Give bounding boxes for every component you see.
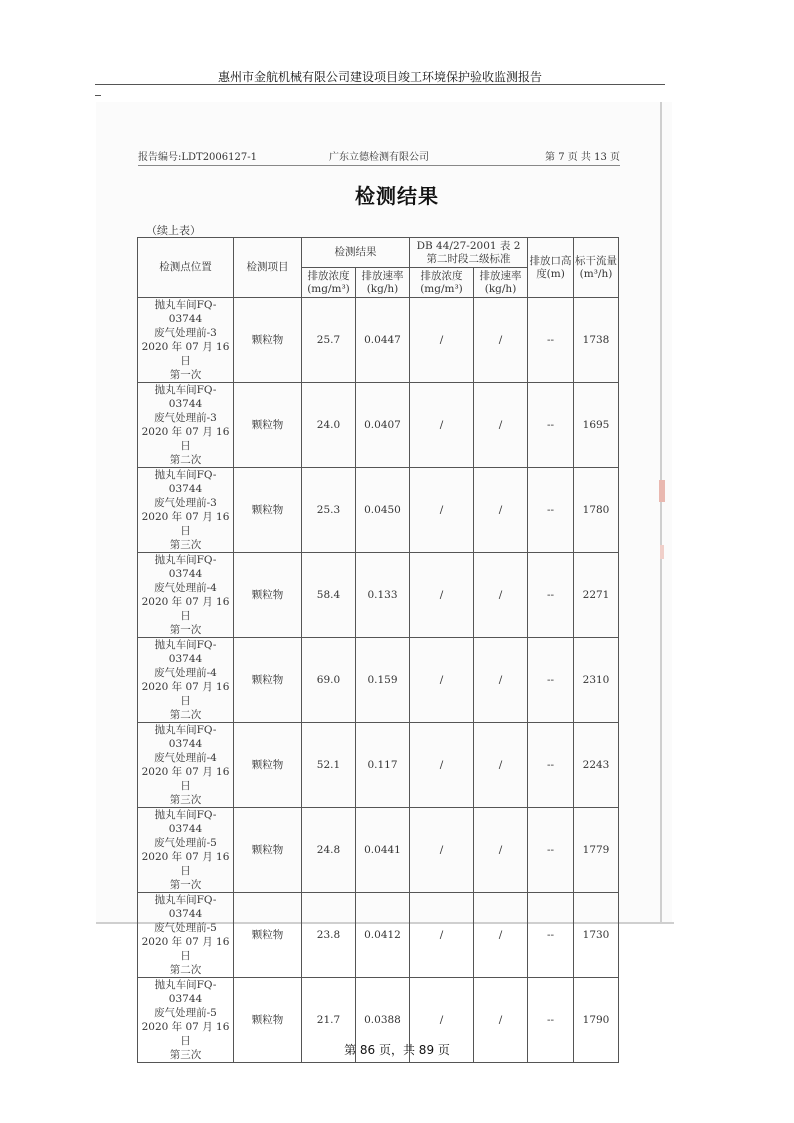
header-results-group: 检测结果 [302, 238, 410, 268]
location-line: 抛丸车间FQ-03744 [154, 894, 217, 920]
item-cell: 颗粒物 [234, 638, 302, 723]
flow-cell: 2243 [574, 723, 619, 808]
rate-cell: 0.159 [356, 638, 410, 723]
location-line: 废气处理前-3 [154, 497, 217, 509]
table-row [138, 808, 619, 893]
std-concentration-cell: / [410, 553, 474, 638]
header-sub-concentration: 排放浓度(mg/m³) [302, 268, 356, 298]
location-line: 2020 年 07 月 16 日 [141, 681, 230, 707]
standard-line-2: 第二时段二级标准 [426, 252, 511, 265]
item-cell: 颗粒物 [234, 978, 302, 1063]
height-cell: -- [528, 638, 574, 723]
location-line: 废气处理前-3 [154, 412, 217, 424]
item-cell: 颗粒物 [234, 383, 302, 468]
location-line: 2020 年 07 月 16 日 [141, 426, 230, 452]
std-concentration-cell: / [410, 808, 474, 893]
header-outlet-height: 排放口高度(m) [528, 238, 574, 298]
flow-cell: 1730 [574, 893, 619, 978]
location-cell [138, 808, 234, 893]
height-cell: -- [528, 298, 574, 383]
std-rate-cell: / [474, 468, 528, 553]
concentration-cell: 23.8 [302, 893, 356, 978]
std-concentration-cell: / [410, 723, 474, 808]
meta-rule [138, 165, 620, 166]
item-cell: 颗粒物 [234, 723, 302, 808]
concentration-cell: 58.4 [302, 553, 356, 638]
std-rate-cell: / [474, 723, 528, 808]
height-cell: -- [528, 383, 574, 468]
report-number: 报告编号:LDT2006127-1 [138, 152, 257, 163]
header-std-rate: 排放速率(kg/h) [474, 268, 528, 298]
std-concentration-cell: / [410, 383, 474, 468]
location-line: 废气处理前-5 [154, 922, 217, 934]
location-line: 2020 年 07 月 16 日 [141, 766, 230, 792]
height-cell: -- [528, 808, 574, 893]
location-line: 第二次 [169, 709, 202, 721]
rate-cell: 0.117 [356, 723, 410, 808]
concentration-cell: 21.7 [302, 978, 356, 1063]
location-line: 2020 年 07 月 16 日 [141, 851, 230, 877]
std-rate-cell: / [474, 808, 528, 893]
location-line: 2020 年 07 月 16 日 [141, 341, 230, 367]
rate-cell: 0.0412 [356, 893, 410, 978]
scan-right-edge [660, 102, 662, 922]
document-title: 检测结果 [355, 184, 439, 208]
concentration-cell: 25.3 [302, 468, 356, 553]
rate-cell: 0.0407 [356, 383, 410, 468]
height-cell: -- [528, 553, 574, 638]
page-info: 第 7 页 共 13 页 [545, 152, 620, 163]
location-cell [138, 893, 234, 978]
table-row [138, 468, 619, 553]
height-cell: -- [528, 893, 574, 978]
flow-cell: 1738 [574, 298, 619, 383]
flow-cell: 1780 [574, 468, 619, 553]
location-cell [138, 638, 234, 723]
location-line: 抛丸车间FQ-03744 [154, 554, 217, 580]
rate-cell: 0.0441 [356, 808, 410, 893]
standard-line-1: DB 44/27-2001 表 2 [416, 239, 521, 252]
rate-cell: 0.0388 [356, 978, 410, 1063]
item-cell: 颗粒物 [234, 298, 302, 383]
seal-edge-mark [660, 545, 664, 559]
header-sub-rate: 排放速率(kg/h) [356, 268, 410, 298]
flow-cell: 1695 [574, 383, 619, 468]
page-footer: 第 86 页，共 89 页 [344, 1043, 450, 1057]
location-line: 第二次 [169, 964, 202, 976]
location-line: 抛丸车间FQ-03744 [154, 384, 217, 410]
std-rate-cell: / [474, 638, 528, 723]
location-line: 第三次 [169, 794, 202, 806]
flow-cell: 1779 [574, 808, 619, 893]
flow-cell: 2271 [574, 553, 619, 638]
std-concentration-cell: / [410, 638, 474, 723]
location-line: 第一次 [169, 624, 202, 636]
location-line: 抛丸车间FQ-03744 [154, 469, 217, 495]
location-line: 抛丸车间FQ-03744 [154, 299, 217, 325]
flow-cell: 1790 [574, 978, 619, 1063]
location-line: 废气处理前-5 [154, 1007, 217, 1019]
std-concentration-cell: / [410, 468, 474, 553]
location-line: 2020 年 07 月 16 日 [141, 596, 230, 622]
rate-cell: 0.133 [356, 553, 410, 638]
location-cell [138, 468, 234, 553]
location-line: 废气处理前-4 [154, 667, 217, 679]
item-cell: 颗粒物 [234, 893, 302, 978]
std-concentration-cell: / [410, 893, 474, 978]
table-row [138, 553, 619, 638]
location-cell [138, 383, 234, 468]
location-line: 废气处理前-3 [154, 327, 217, 339]
results-table [137, 237, 619, 1063]
header-tick-mark [95, 95, 101, 96]
header-flow: 标干流量(m³/h) [574, 238, 619, 298]
location-line: 抛丸车间FQ-03744 [154, 979, 217, 1005]
std-concentration-cell: / [410, 298, 474, 383]
height-cell: -- [528, 723, 574, 808]
location-line: 第一次 [169, 879, 202, 891]
item-cell: 颗粒物 [234, 808, 302, 893]
concentration-cell: 24.0 [302, 383, 356, 468]
header-std-concentration: 排放浓度(mg/m³) [410, 268, 474, 298]
table-row [138, 723, 619, 808]
running-header: 惠州市金航机械有限公司建设项目竣工环境保护验收监测报告 [217, 70, 542, 84]
flow-cell: 2310 [574, 638, 619, 723]
location-line: 第一次 [169, 369, 202, 381]
header-rule [95, 84, 665, 85]
location-line: 废气处理前-5 [154, 837, 217, 849]
rate-cell: 0.0450 [356, 468, 410, 553]
location-line: 第二次 [169, 454, 202, 466]
location-line: 抛丸车间FQ-03744 [154, 809, 217, 835]
seal-edge-mark [659, 480, 665, 502]
location-cell [138, 553, 234, 638]
location-line: 第三次 [169, 1049, 202, 1061]
location-cell [138, 723, 234, 808]
item-cell: 颗粒物 [234, 468, 302, 553]
height-cell: -- [528, 468, 574, 553]
table-row [138, 893, 619, 978]
continued-note: （续上表） [146, 224, 201, 237]
location-line: 第三次 [169, 539, 202, 551]
std-rate-cell: / [474, 298, 528, 383]
location-line: 2020 年 07 月 16 日 [141, 936, 230, 962]
table-row [138, 298, 619, 383]
location-line: 抛丸车间FQ-03744 [154, 639, 217, 665]
location-line: 废气处理前-4 [154, 752, 217, 764]
std-rate-cell: / [474, 978, 528, 1063]
company-name: 广东立德检测有限公司 [329, 152, 429, 163]
concentration-cell: 69.0 [302, 638, 356, 723]
concentration-cell: 25.7 [302, 298, 356, 383]
table-row [138, 383, 619, 468]
std-rate-cell: / [474, 553, 528, 638]
location-line: 2020 年 07 月 16 日 [141, 511, 230, 537]
location-line: 废气处理前-4 [154, 582, 217, 594]
std-concentration-cell: / [410, 978, 474, 1063]
std-rate-cell: / [474, 383, 528, 468]
header-location: 检测点位置 [138, 238, 234, 298]
item-cell: 颗粒物 [234, 553, 302, 638]
concentration-cell: 52.1 [302, 723, 356, 808]
table-row [138, 638, 619, 723]
std-rate-cell: / [474, 893, 528, 978]
header-standard-group [410, 238, 528, 268]
location-cell [138, 298, 234, 383]
header-item: 检测项目 [234, 238, 302, 298]
location-line: 2020 年 07 月 16 日 [141, 1021, 230, 1047]
rate-cell: 0.0447 [356, 298, 410, 383]
height-cell: -- [528, 978, 574, 1063]
concentration-cell: 24.8 [302, 808, 356, 893]
location-line: 抛丸车间FQ-03744 [154, 724, 217, 750]
